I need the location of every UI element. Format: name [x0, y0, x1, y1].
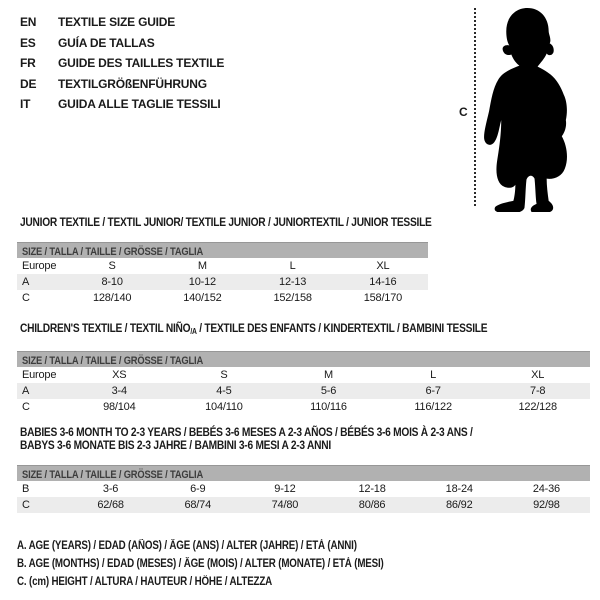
table-row [17, 258, 428, 274]
language-code: IT [20, 97, 31, 111]
table-cell: 5-6 [320, 385, 337, 397]
junior-textile-section [17, 215, 432, 306]
language-code: DE [20, 76, 37, 91]
height-measure-dotted-line [474, 8, 476, 206]
language-code: FR [20, 56, 36, 70]
table-row [17, 399, 590, 415]
height-measure-label: C [459, 105, 468, 119]
table-cell: 62/68 [97, 499, 124, 511]
language-label: GUÍA DE TALLAS [58, 35, 155, 50]
row-label: C [22, 499, 30, 511]
table-cell: M [324, 369, 333, 381]
language-label: TEXTILGRÖßENFÜHRUNG [58, 76, 207, 91]
language-row [20, 53, 224, 74]
table-cell: 3-6 [102, 483, 119, 495]
language-label: TEXTILE SIZE GUIDE [58, 15, 176, 29]
table-cell: XL [531, 369, 545, 381]
junior-table-title [20, 215, 432, 229]
table-cell: 92/98 [533, 499, 560, 511]
legend-line: A. AGE (YEARS) / EDAD (AÑOS) / ÂGE (ANS) / ALTER (JAHRE) / ETÀ (ANNI) [17, 540, 357, 552]
table-cell: 110/116 [310, 401, 347, 413]
row-label: C [22, 292, 30, 304]
table-cell: 116/122 [414, 401, 452, 413]
table-cell: 12-18 [358, 483, 386, 495]
table-title-text: BABYS 3-6 MONATE BIS 2-3 JAHRE / BAMBINI 3-6 MESI A 2-3 ANNI [20, 438, 331, 452]
table-title-line [20, 439, 505, 452]
language-label: GUIDA ALLE TAGLIE TESSILI [58, 97, 221, 111]
table-cell: 74/80 [271, 499, 299, 511]
size-header-text: SIZE / TALLA / TAILLE / GRÖSSE / TAGLIA [22, 355, 204, 367]
table-title-text: BABIES 3-6 MONTH TO 2-3 YEARS / BEBÉS 3-6 MESES A 2-3 AÑOS / BÉBÉS 3-6 MOIS À 2-3 ANS / [20, 425, 473, 439]
table-cell: S [220, 369, 228, 381]
junior-size-header [17, 242, 428, 258]
table-cell: L [289, 260, 296, 272]
table-cell: 24-36 [532, 483, 560, 495]
table-cell: 18-24 [445, 483, 473, 495]
language-row [20, 94, 224, 115]
babies-size-header [17, 465, 590, 481]
legend-line: B. AGE (MONTHS) / EDAD (MESES) / ÂGE (MOIS) / ALTER (MONATE) / ETÀ (MESI) [17, 558, 384, 570]
table-cell: 68/74 [184, 499, 211, 511]
table-cell: 6-9 [190, 483, 206, 495]
toddler-silhouette-image [482, 6, 578, 212]
table-cell: 80/86 [358, 499, 386, 511]
table-cell: 122/128 [518, 401, 557, 413]
children-textile-section [17, 322, 590, 415]
table-title-line [20, 215, 432, 229]
size-header-text: SIZE / TALLA / TAILLE / GRÖSSE / TAGLIA [22, 246, 204, 258]
language-label: GUIDE DES TAILLES TEXTILE [58, 56, 225, 70]
table-cell: 128/140 [92, 292, 132, 304]
table-title-line [20, 322, 505, 338]
table-cell: 9-12 [274, 483, 296, 495]
table-cell: L [430, 369, 437, 381]
language-row [20, 33, 224, 54]
table-row [17, 383, 590, 399]
table-row [17, 367, 590, 383]
table-cell: 86/92 [445, 499, 473, 511]
row-label: A [22, 276, 30, 288]
language-code: EN [20, 15, 37, 29]
table-cell: 104/110 [205, 401, 243, 413]
table-cell: 98/104 [103, 401, 136, 413]
table-cell: 7-8 [530, 385, 546, 397]
children-table-title [20, 322, 590, 338]
language-code: ES [20, 35, 36, 50]
table-cell: M [197, 260, 207, 272]
table-cell: 14-16 [369, 276, 397, 288]
table-cell: 158/170 [363, 292, 403, 304]
row-label: Europe [22, 260, 57, 272]
row-label: B [22, 483, 30, 495]
children-size-header [17, 351, 590, 367]
table-row [17, 481, 590, 497]
size-header-text: SIZE / TALLA / TAILLE / GRÖSSE / TAGLIA [22, 469, 204, 481]
language-row [20, 12, 224, 33]
table-cell: 6-7 [425, 385, 441, 397]
table-cell: 10-12 [188, 276, 216, 288]
measure-legend [17, 537, 448, 591]
babies-textile-section [17, 426, 590, 513]
table-cell: S [108, 260, 116, 272]
table-title-text: / TEXTILE DES ENFANTS / KINDERTEXTIL / BAMBINI TESSILE [196, 321, 488, 335]
table-row [17, 497, 590, 513]
row-label: A [22, 385, 30, 397]
table-cell: XS [112, 369, 127, 381]
language-guide-list [20, 12, 224, 115]
legend-line: C. (cm) HEIGHT / ALTURA / HAUTEUR / HÖHE / ALTEZZA [17, 576, 273, 588]
table-cell: 152/158 [273, 292, 312, 304]
table-cell: 140/152 [183, 292, 222, 304]
table-title-text: /A [190, 327, 197, 336]
row-label: Europe [22, 369, 57, 381]
table-cell: 4-5 [216, 385, 232, 397]
table-cell: XL [376, 260, 390, 272]
table-cell: 3-4 [111, 385, 127, 397]
table-title-text: JUNIOR TEXTILE / TEXTIL JUNIOR/ TEXTILE JUNIOR / JUNIORTEXTIL / JUNIOR TESSILE [20, 215, 432, 229]
table-row [17, 290, 428, 306]
babies-table-title [20, 426, 590, 452]
table-cell: 12-13 [279, 276, 307, 288]
table-cell: 8-10 [101, 276, 123, 288]
table-title-text: CHILDREN'S TEXTILE / TEXTIL NIÑO [20, 321, 191, 335]
table-row [17, 274, 428, 290]
row-label: C [22, 401, 30, 413]
language-row [20, 74, 224, 95]
